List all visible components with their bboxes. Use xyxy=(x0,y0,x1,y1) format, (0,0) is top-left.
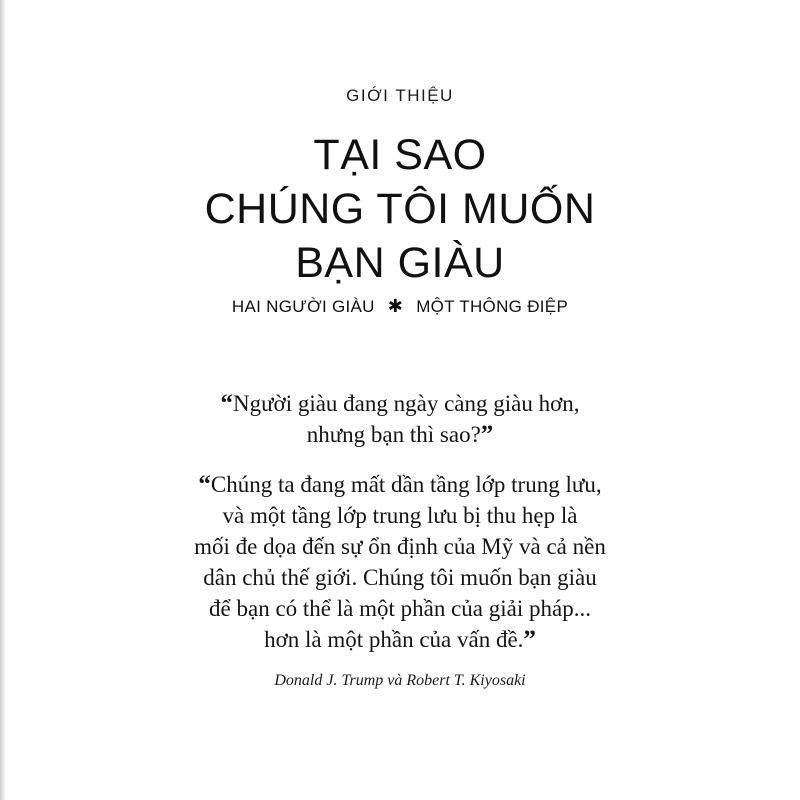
quote-1-line-2 xyxy=(0,419,800,450)
quote-text: hơn là một phần của vấn đề. xyxy=(264,627,524,652)
quote-block-2 xyxy=(0,469,800,655)
section-label: GIỚI THIỆU xyxy=(346,86,454,105)
quote-2-line-3: mối đe dọa đến sự ổn định của Mỹ và cả nền xyxy=(194,534,606,559)
quote-1-line-1 xyxy=(0,388,800,419)
title-line-2: CHÚNG TÔI MUỐN xyxy=(204,185,596,233)
quote-2-line-4: dân chủ thế giới. Chúng tôi muốn bạn giàu xyxy=(203,565,597,590)
chapter-title xyxy=(0,128,800,290)
open-quote-mark: “ xyxy=(220,390,233,417)
close-quote-mark: ” xyxy=(480,421,494,448)
subtitle-right: MỘT THÔNG ĐIỆP xyxy=(416,297,569,316)
open-quote-mark: “ xyxy=(198,471,211,498)
quote-2-line-6 xyxy=(0,624,800,655)
subtitle-left: HAI NGƯỜI GIÀU xyxy=(231,297,375,316)
quote-block-1 xyxy=(0,388,800,450)
quote-2-line-2: và một tầng lớp trung lưu bị thu hẹp là xyxy=(222,503,578,528)
title-line-3: BẠN GIÀU xyxy=(295,239,505,287)
quote-2-line-5: để bạn có thể là một phần của giải pháp... xyxy=(209,596,591,621)
quote-text: Người giàu đang ngày càng giàu hơn, xyxy=(232,391,580,416)
quote-text: nhưng bạn thì sao? xyxy=(306,422,481,447)
quote-text: Chúng ta đang mất dần tầng lớp trung lưu, xyxy=(210,472,602,497)
quote-2-line-1 xyxy=(0,469,800,500)
chapter-subtitle xyxy=(0,296,800,317)
asterisk-separator-icon: ✱ xyxy=(387,296,404,316)
title-line-1: TẠI SAO xyxy=(313,131,487,179)
close-quote-mark: ” xyxy=(523,626,536,653)
attribution: Donald J. Trump và Robert T. Kiyosaki xyxy=(274,672,526,689)
